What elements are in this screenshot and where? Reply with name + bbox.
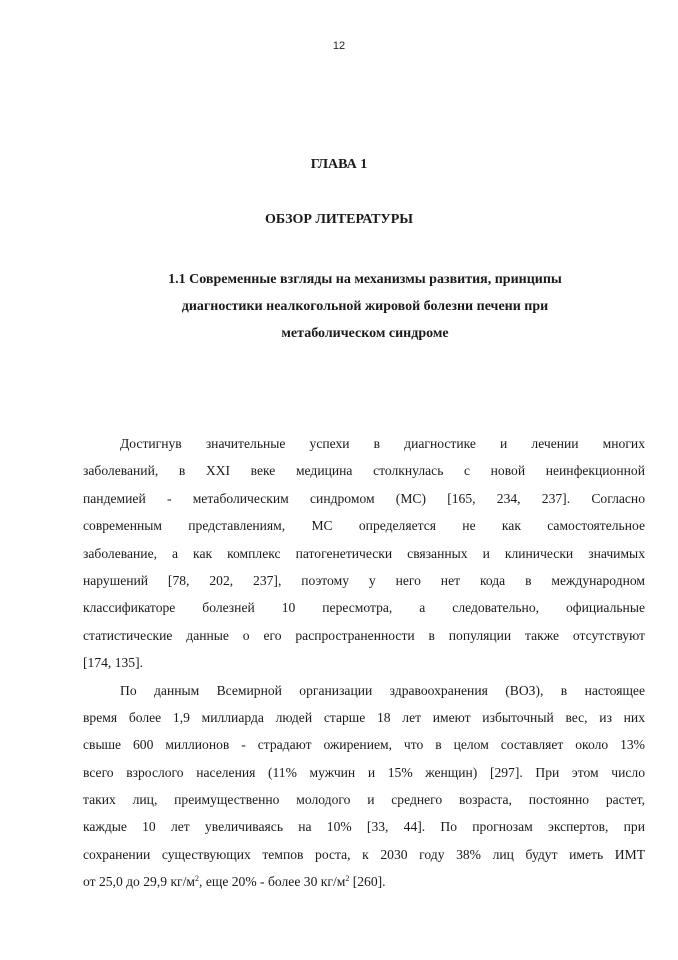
- section-title-line: 1.1 Современные взгляды на механизмы развития, принципы: [168, 272, 562, 287]
- paragraph-last-line: [83, 868, 645, 895]
- text-fragment: , еще 20% - более 30 кг/м: [199, 874, 346, 890]
- paragraph-line: классификаторе болезней 10 пересмотра, а следовательно, официальные: [83, 600, 645, 616]
- chapter-title: ОБЗОР ЛИТЕРАТУРЫ: [264, 212, 414, 227]
- paragraph-line: сохранении существующих темпов роста, к 2030 году 38% лиц будут иметь ИМТ: [83, 846, 645, 862]
- body-text: [83, 430, 645, 896]
- paragraph-line: нарушений [78, 202, 237], поэтому у него нет кода в международном: [83, 572, 645, 588]
- section-title-line: метаболическом синдроме: [281, 326, 449, 341]
- paragraph-line: каждые 10 лет увеличиваясь на 10% [33, 44]. По прогнозам экспертов, при: [83, 819, 645, 835]
- paragraph-line: пандемией - метаболическим синдромом (МС) [165, 234, 237]. Согласно: [83, 490, 645, 506]
- paragraph-line: заболевание, а как комплекс патогенетически связанных и клинически значимых: [83, 545, 645, 561]
- superscript: 2: [345, 874, 350, 884]
- paragraph-line: таких лиц, преимущественно молодого и среднего возраста, постоянно растет,: [83, 792, 645, 808]
- text-fragment: [260].: [349, 874, 386, 890]
- paragraph-line: [174, 135].: [83, 655, 144, 671]
- superscript: 2: [195, 874, 200, 884]
- paragraph-line: свыше 600 миллионов - страдают ожирением, что в целом составляет около 13%: [83, 737, 645, 753]
- text-fragment: от 25,0 до 29,9 кг/м: [83, 874, 196, 890]
- paragraph-line: заболеваний, в XXI веке медицина столкнулась с новой неинфекционной: [83, 463, 645, 479]
- paragraph-line: статистические данные о его распространенности в популяции также отсутствуют: [83, 627, 645, 643]
- paragraph-line: Достигнув значительные успехи в диагностике и лечении многих: [120, 436, 645, 451]
- page-number: 12: [332, 40, 346, 52]
- section-title-line: диагностики неалкогольной жировой болезни печени при: [181, 299, 549, 314]
- section-title: [100, 266, 630, 347]
- paragraph-line: современным представлениям, МС определяется не как самостоятельное: [83, 518, 645, 534]
- paragraph-line: всего взрослого населения (11% мужчин и 15% женщин) [297]. При этом число: [83, 764, 645, 780]
- paragraph-line: время более 1,9 миллиарда людей старше 18 лет имеют избыточный вес, из них: [83, 709, 645, 725]
- paragraph-line: По данным Всемирной организации здравоохранения (ВОЗ), в настоящее: [120, 682, 645, 698]
- chapter-heading: ГЛАВА 1: [310, 157, 368, 172]
